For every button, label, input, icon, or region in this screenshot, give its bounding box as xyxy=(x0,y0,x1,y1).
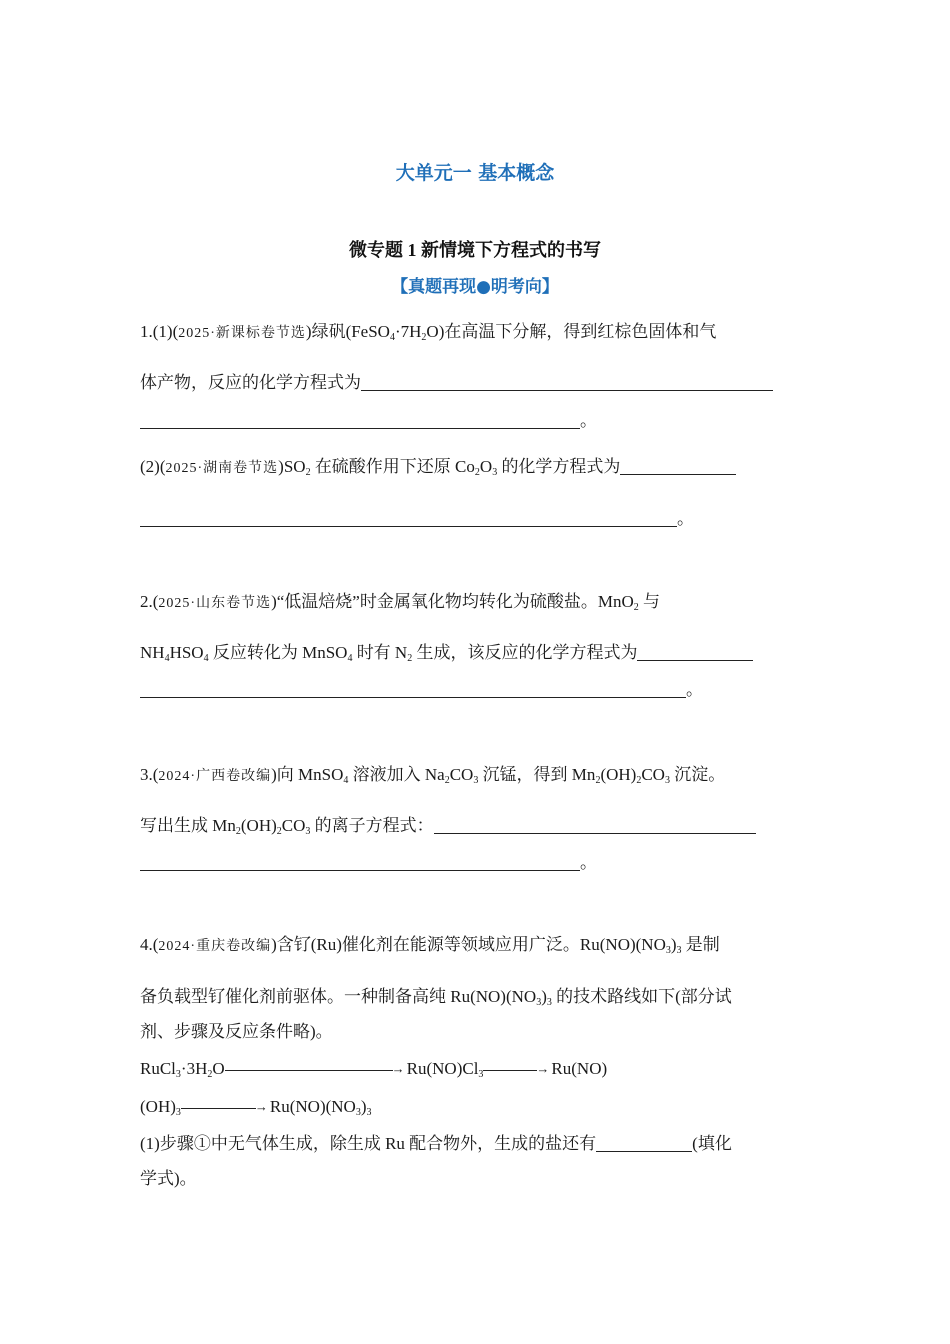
answer-blank[interactable] xyxy=(140,680,686,698)
reaction-arrow xyxy=(483,1060,537,1071)
q1-part2-line1: (2)(2025·湖南卷节选)$SO_2$ 在硫酸作用下还原 $Co_2O_3$ 的化学方程式为 xyxy=(140,456,736,480)
answer-blank[interactable] xyxy=(140,853,580,871)
answer-blank[interactable] xyxy=(620,457,736,475)
q1-line2: 体产物，反应的化学方程式为 xyxy=(140,372,773,394)
q4-step1-line2: 学式)。 xyxy=(140,1169,197,1188)
section-title: 【真题再现●明考向】 xyxy=(391,277,559,297)
q3-line2: 写出生成 $Mn_2(OH)_2CO_3$ 的离子方程式： xyxy=(140,815,756,837)
q2-source: 2025·山东卷节选 xyxy=(158,596,272,611)
q4-route-line2: $(OH)_3\to Ru(NO)(NO_3)_3$ xyxy=(140,1096,372,1118)
q3-source: 2024·广西卷改编 xyxy=(158,769,272,784)
q4-source: 2024·重庆卷改编 xyxy=(158,939,272,954)
q3-line1: 3.(2024·广西卷改编)向 MnSO$_4$ 溶液加入 $Na_2CO_3$ 沉锰，得到 $Mn_2(OH)_2CO_3$ 沉淀。 xyxy=(140,765,726,786)
q2-line2: $NH_4HSO_4$ 反应转化为 MnSO$_4$ 时有 $N_2$ 生成，该反应的化学方程式为 xyxy=(140,642,753,664)
q1-line1: 1.(1)(2025·新课标卷节选)绿矾$(FeSO_4\cdot 7H_2O)$在高温下分解，得到红棕色固体和气 xyxy=(140,322,717,343)
q4-route-line1: $RuCl_3\cdot 3H_2O\to Ru(NO)Cl_3\to Ru(NO)$ xyxy=(140,1058,607,1080)
q1-part2-line2: 。 xyxy=(140,508,694,530)
answer-blank[interactable] xyxy=(596,1134,692,1152)
q1-source: 2025·新课标卷节选 xyxy=(178,326,306,341)
q1-part2-source: 2025·湖南卷节选 xyxy=(165,461,279,476)
answer-blank[interactable] xyxy=(637,643,753,661)
q2-line1: 2.(2025·山东卷节选)“低温焙烧”时金属氧化物均转化为硫酸盐。MnO$_2$ 与 xyxy=(140,592,660,613)
unit-title: 大单元一 基本概念 xyxy=(395,162,555,184)
q3-line3: 。 xyxy=(140,852,597,874)
answer-blank[interactable] xyxy=(361,373,773,391)
q4-line3: 剂、步骤及反应条件略)。 xyxy=(140,1022,333,1041)
reaction-arrow xyxy=(225,1060,393,1071)
q4-step1-line1: (1)步骤①中无气体生成，除生成 Ru 配合物外，生成的盐还有 (填化 xyxy=(140,1134,732,1153)
answer-blank[interactable] xyxy=(434,816,756,834)
q1-line3: 。 xyxy=(140,410,597,432)
reaction-arrow xyxy=(181,1098,256,1109)
topic-title: 微专题 1 新情境下方程式的书写 xyxy=(349,240,601,260)
q4-line1: 4.(2024·重庆卷改编)含钌(Ru)催化剂在能源等领域应用广泛。$Ru(NO)(NO_3)_3$ 是制 xyxy=(140,935,720,956)
q4-line2: 备负载型钌催化剂前驱体。一种制备高纯 $Ru(NO)(NO_3)_3$ 的技术路线如下(部分试 xyxy=(140,987,732,1008)
answer-blank[interactable] xyxy=(140,509,677,527)
answer-blank[interactable] xyxy=(140,411,580,429)
q2-line3: 。 xyxy=(140,679,703,701)
